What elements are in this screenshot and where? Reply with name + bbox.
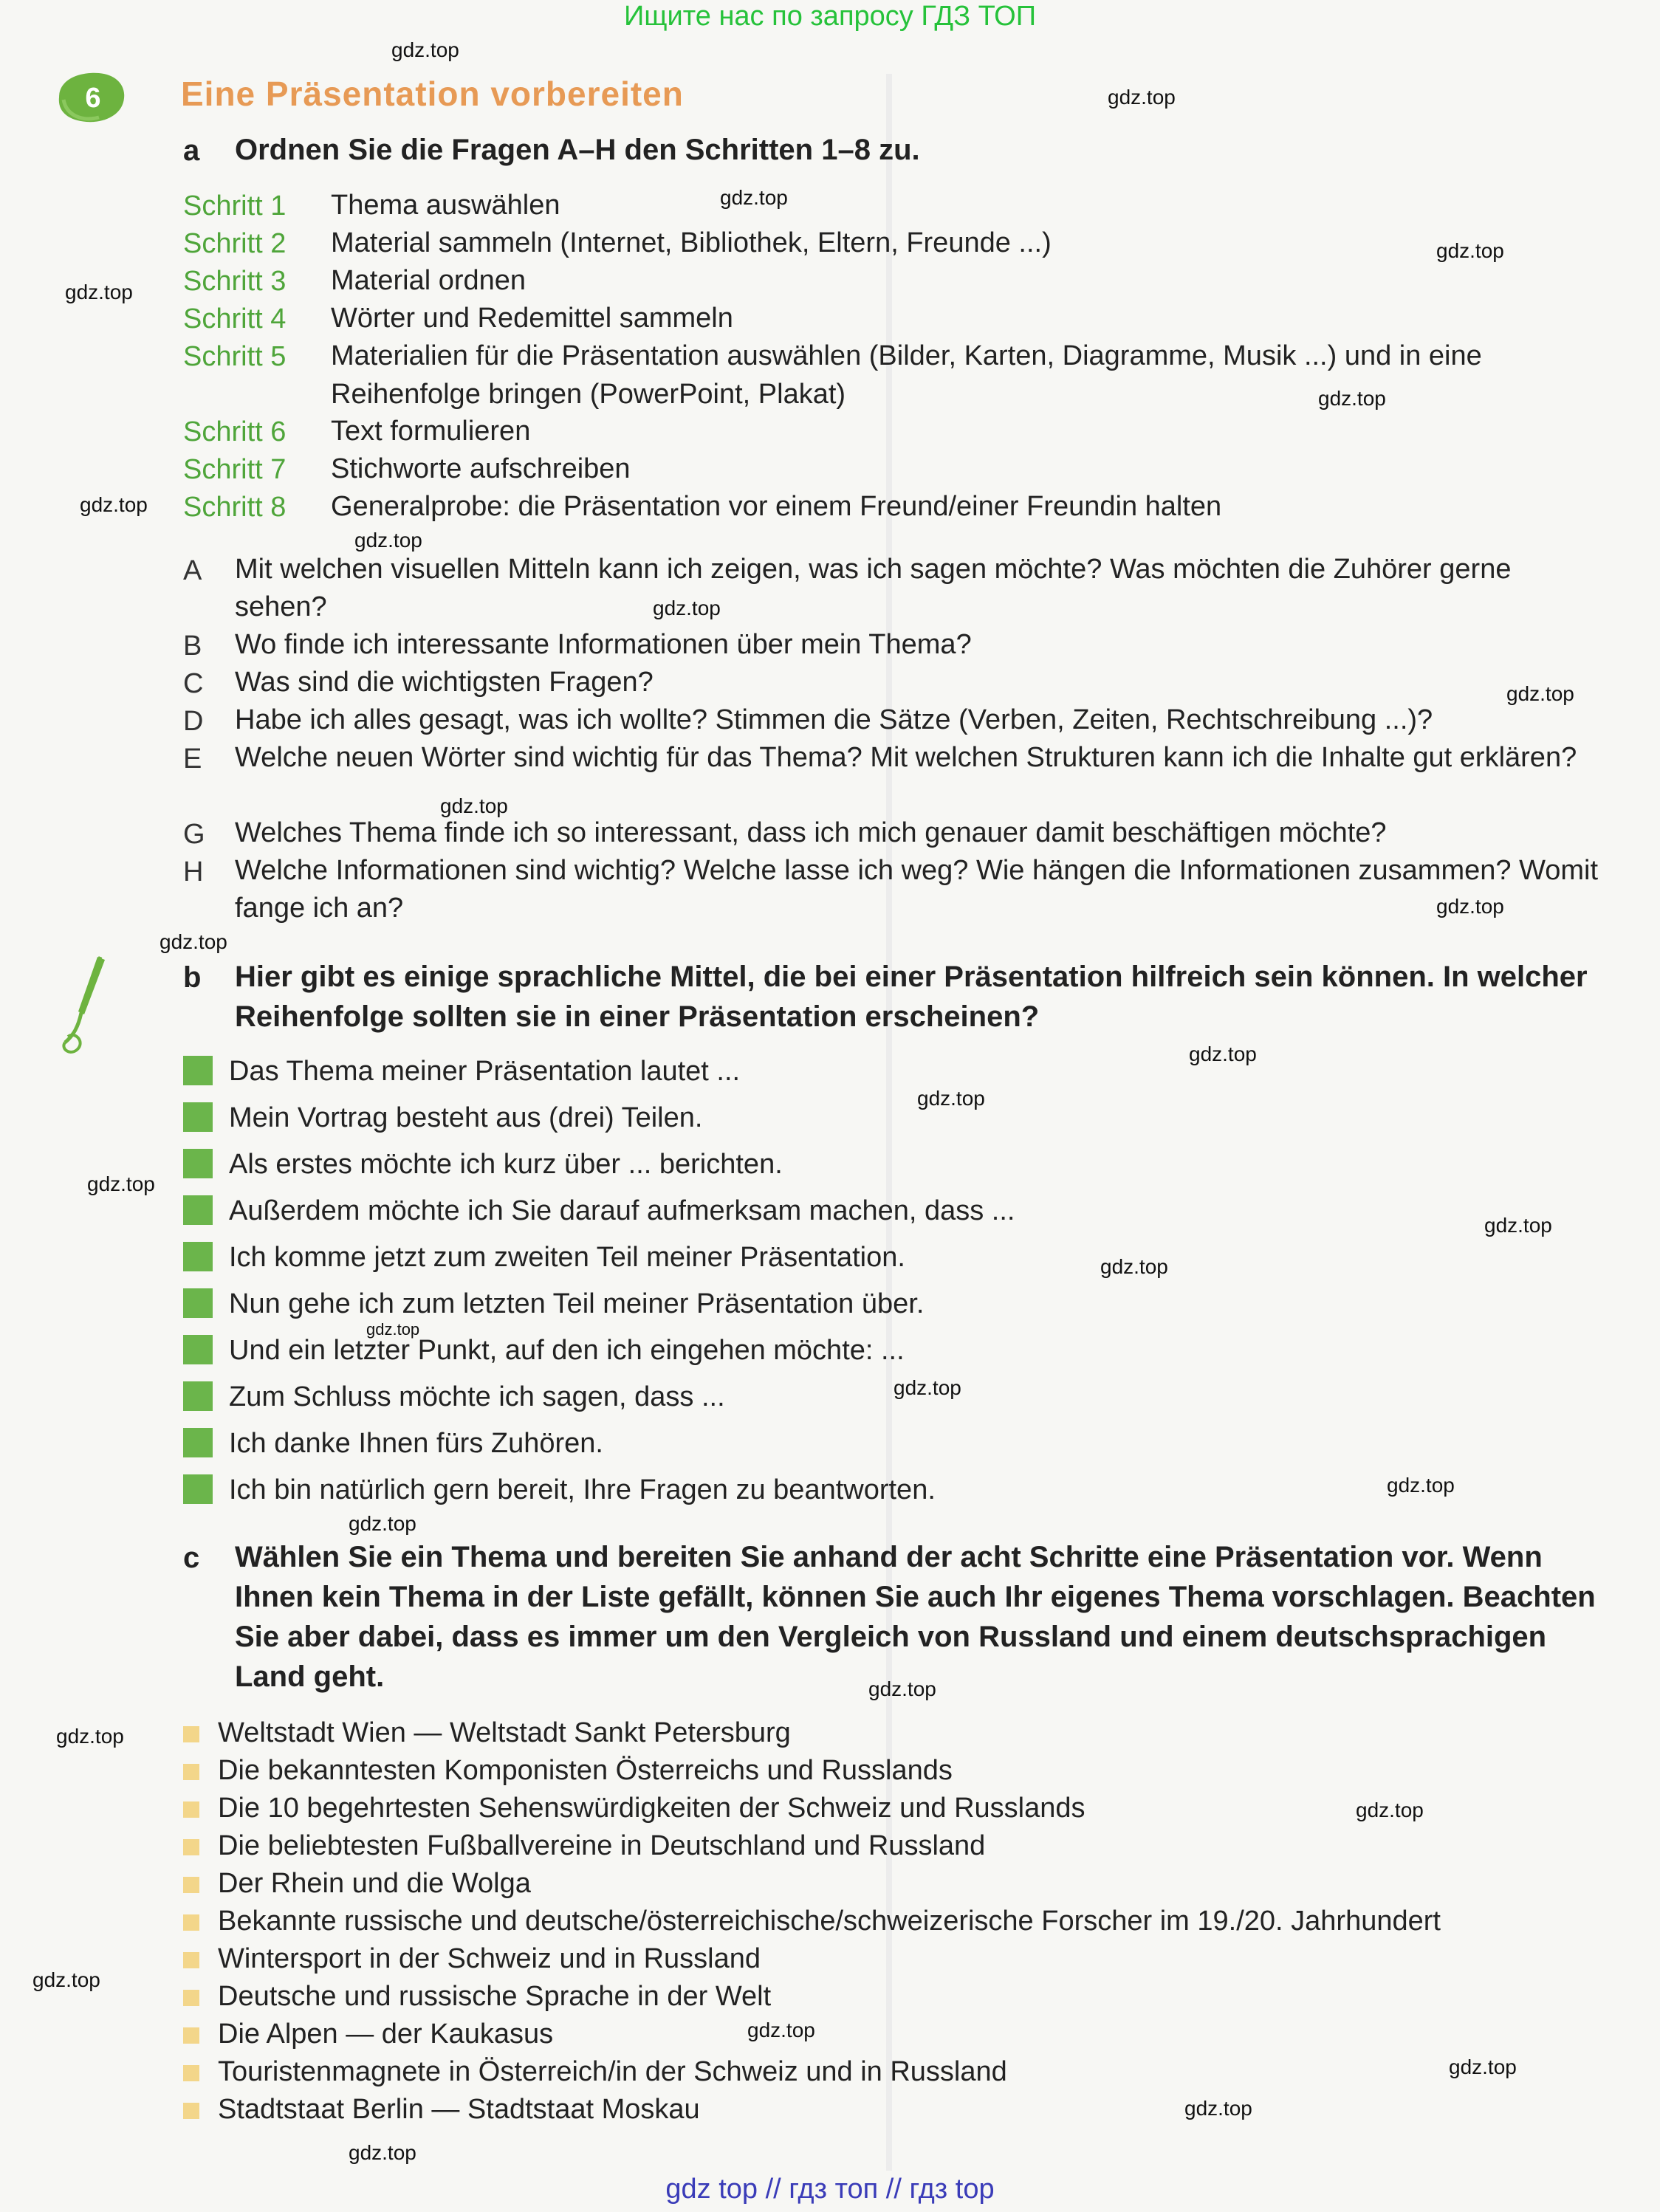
phrase-item: Und ein letzter Punkt, auf den ich eingehen möchte: ... <box>229 1335 905 1366</box>
question-text: Was sind die wichtigsten Fragen? <box>235 667 654 698</box>
watermark-text: gdz.top <box>1387 1474 1455 1497</box>
topic-item: Die 10 begehrtesten Sehenswürdigkeiten der Schweiz und Russlands <box>218 1793 1085 1824</box>
watermark-text: gdz.top <box>349 1512 416 1535</box>
phrase-item: Nun gehe ich zum letzten Teil meiner Präsentation über. <box>229 1288 925 1319</box>
green-square-icon <box>183 1102 213 1132</box>
watermark-text: gdz.top <box>87 1172 155 1195</box>
step-label: Schritt 6 <box>183 416 287 447</box>
step-label: Schritt 3 <box>183 266 287 297</box>
phrase-item: Ich danke Ihnen fürs Zuhören. <box>229 1428 603 1459</box>
question-letter: G <box>183 819 205 850</box>
watermark-text: gdz.top <box>354 529 422 552</box>
bottom-banner[interactable]: gdz top // гдз топ // гдз top <box>665 2174 995 2205</box>
watermark-text: gdz.top <box>1449 2055 1517 2078</box>
question-letter: H <box>183 856 204 887</box>
pen-icon <box>56 954 115 1057</box>
green-square-icon <box>183 1242 213 1271</box>
green-square-icon <box>183 1288 213 1318</box>
question-letter: A <box>183 555 202 586</box>
yellow-square-icon <box>183 1990 199 2006</box>
yellow-square-icon <box>183 1839 199 1855</box>
phrase-item: Zum Schluss möchte ich sagen, dass ... <box>229 1381 725 1412</box>
green-square-icon <box>183 1428 213 1457</box>
question-letter: B <box>183 631 202 662</box>
yellow-square-icon <box>183 1726 199 1742</box>
topic-item: Stadtstaat Berlin — Stadtstaat Moskau <box>218 2094 700 2125</box>
phrase-item: Ich komme jetzt zum zweiten Teil meiner Präsentation. <box>229 1242 905 1273</box>
topic-item: Die bekanntesten Komponisten Österreichs und Russlands <box>218 1755 953 1786</box>
question-text: Welches Thema finde ich so interessant, dass ich mich genauer damit beschäftigen möchte? <box>235 817 1387 848</box>
watermark-text: gdz.top <box>65 281 133 303</box>
watermark-text: gdz.top <box>868 1677 936 1700</box>
step-text: Materialien für die Präsentation auswählen (Bilder, Karten, Diagramme, Musik ...) und in eine Reihenfolge bringen (PowerPoint, Plakat) <box>331 340 1482 410</box>
watermark-text: gdz.top <box>56 1725 124 1748</box>
step-label: Schritt 4 <box>183 303 287 334</box>
question-text: Habe ich alles gesagt, was ich wollte? Stimmen die Sätze (Verben, Zeiten, Rechtschreibung ...)? <box>235 704 1433 735</box>
watermark-text: gdz.top <box>1189 1043 1257 1065</box>
step-text: Generalprobe: die Präsentation vor einem Freund/einer Freundin halten <box>331 491 1222 522</box>
topic-item: Deutsche und russische Sprache in der Welt <box>218 1981 772 2012</box>
phrase-item: Das Thema meiner Präsentation lautet ... <box>229 1056 741 1087</box>
watermark-text: gdz.top <box>917 1087 985 1110</box>
step-label: Schritt 7 <box>183 454 287 485</box>
watermark-text: gdz.top <box>1100 1255 1168 1278</box>
topic-item: Die beliebtesten Fußballvereine in Deutschland und Russland <box>218 1830 986 1861</box>
topic-item: Wintersport in der Schweiz und in Russland <box>218 1943 761 1974</box>
green-square-icon <box>183 1335 213 1364</box>
watermark-text: gdz.top <box>747 2019 815 2041</box>
topic-item: Weltstadt Wien — Weltstadt Sankt Petersburg <box>218 1717 791 1748</box>
watermark-text: gdz.top <box>1484 1214 1552 1237</box>
step-text: Wörter und Redemittel sammeln <box>331 303 733 334</box>
yellow-square-icon <box>183 1914 199 1931</box>
question-text: Welche neuen Wörter sind wichtig für das Thema? Mit welchen Strukturen kann ich die Inhalte gut erklären? <box>235 742 1577 773</box>
watermark-text: gdz.top <box>391 38 459 61</box>
question-letter: E <box>183 743 202 774</box>
step-label: Schritt 2 <box>183 228 287 259</box>
step-text: Stichworte aufschreiben <box>331 453 631 484</box>
question-letter: D <box>183 706 204 737</box>
phrase-item: Mein Vortrag besteht aus (drei) Teilen. <box>229 1102 703 1133</box>
watermark-text: gdz.top <box>720 186 788 209</box>
part-a-instruction: Ordnen Sie die Fragen A–H den Schritten 1–8 zu. <box>235 134 920 166</box>
yellow-square-icon <box>183 2065 199 2081</box>
watermark-text: gdz.top <box>32 1968 100 1991</box>
watermark-text: gdz.top <box>894 1376 961 1399</box>
topic-item: Die Alpen — der Kaukasus <box>218 2019 554 2050</box>
watermark-text: gdz.top <box>1108 86 1176 109</box>
green-square-icon <box>183 1056 213 1085</box>
question-text: Welche Informationen sind wichtig? Welche lasse ich weg? Wie hängen die Informationen zusammen? Womit fange ich an? <box>235 855 1599 924</box>
exercise-number: 6 <box>85 83 101 114</box>
watermark-text: gdz.top <box>653 597 721 619</box>
watermark-text: gdz.top <box>80 493 148 516</box>
watermark-text: gdz.top <box>1318 387 1386 410</box>
phrase-item: Ich bin natürlich gern bereit, Ihre Fragen zu beantworten. <box>229 1474 936 1505</box>
step-label: Schritt 1 <box>183 190 287 221</box>
topic-item: Touristenmagnete in Österreich/in der Schweiz und in Russland <box>218 2056 1007 2087</box>
watermark-text: gdz.top <box>440 794 508 817</box>
top-banner[interactable]: Ищите нас по запросу ГДЗ ТОП <box>623 1 1037 32</box>
watermark-text: gdz.top <box>1356 1799 1424 1821</box>
exercise-title: Eine Präsentation vorbereiten <box>181 75 684 113</box>
topic-item: Bekannte russische und deutsche/österreichische/schweizerische Forscher im 19./20. Jahrhundert <box>218 1906 1441 1937</box>
green-square-icon <box>183 1149 213 1178</box>
part-a-letter: a <box>183 134 200 167</box>
exercise-number-badge <box>53 70 127 125</box>
part-c-letter: c <box>183 1542 200 1574</box>
yellow-square-icon <box>183 2103 199 2119</box>
watermark-text: gdz.top <box>1436 239 1504 262</box>
question-text: Mit welchen visuellen Mitteln kann ich zeigen, was ich sagen möchte? Was möchten die Zuhörer gerne sehen? <box>235 554 1512 622</box>
watermark-text: gdz.top <box>349 2141 416 2164</box>
step-text: Material ordnen <box>331 265 527 296</box>
phrase-item: Außerdem möchte ich Sie darauf aufmerksam machen, dass ... <box>229 1195 1015 1226</box>
part-b-instruction: Hier gibt es einige sprachliche Mittel, die bei einer Präsentation hilfreich sein können. In welcher Reihenfolge sollten sie in einer Präsentation erscheinen? <box>235 961 1588 1033</box>
question-text: Wo finde ich interessante Informationen über mein Thema? <box>235 629 972 660</box>
step-text: Text formulieren <box>331 416 531 447</box>
step-text: Material sammeln (Internet, Bibliothek, Eltern, Freunde ...) <box>331 227 1052 258</box>
yellow-square-icon <box>183 1877 199 1893</box>
topic-item: Der Rhein und die Wolga <box>218 1868 531 1899</box>
part-b-letter: b <box>183 961 202 994</box>
part-c-instruction: Wählen Sie ein Thema und bereiten Sie anhand der acht Schritte eine Präsentation vor. Wenn Ihnen kein Thema in der Liste gefällt, können Sie auch Ihr eigenes Thema vorschlagen. Beachten Sie aber dabei, dass es immer um den Vergleich von Russland und einem deutschsprachigen Land geht. <box>235 1541 1596 1693</box>
step-label: Schritt 5 <box>183 341 287 372</box>
green-square-icon <box>183 1381 213 1411</box>
green-square-icon <box>183 1195 213 1225</box>
yellow-square-icon <box>183 1952 199 1968</box>
phrase-item: Als erstes möchte ich kurz über ... berichten. <box>229 1149 783 1180</box>
green-square-icon <box>183 1474 213 1504</box>
question-letter: C <box>183 668 204 699</box>
yellow-square-icon <box>183 2027 199 2044</box>
step-label: Schritt 8 <box>183 492 287 523</box>
watermark-text: gdz.top <box>1506 682 1574 705</box>
yellow-square-icon <box>183 1801 199 1818</box>
step-text: Thema auswählen <box>331 190 560 221</box>
watermark-text: gdz.top <box>366 1320 420 1339</box>
watermark-text: gdz.top <box>160 930 227 953</box>
watermark-text: gdz.top <box>1184 2097 1252 2120</box>
watermark-text: gdz.top <box>1436 895 1504 918</box>
yellow-square-icon <box>183 1764 199 1780</box>
